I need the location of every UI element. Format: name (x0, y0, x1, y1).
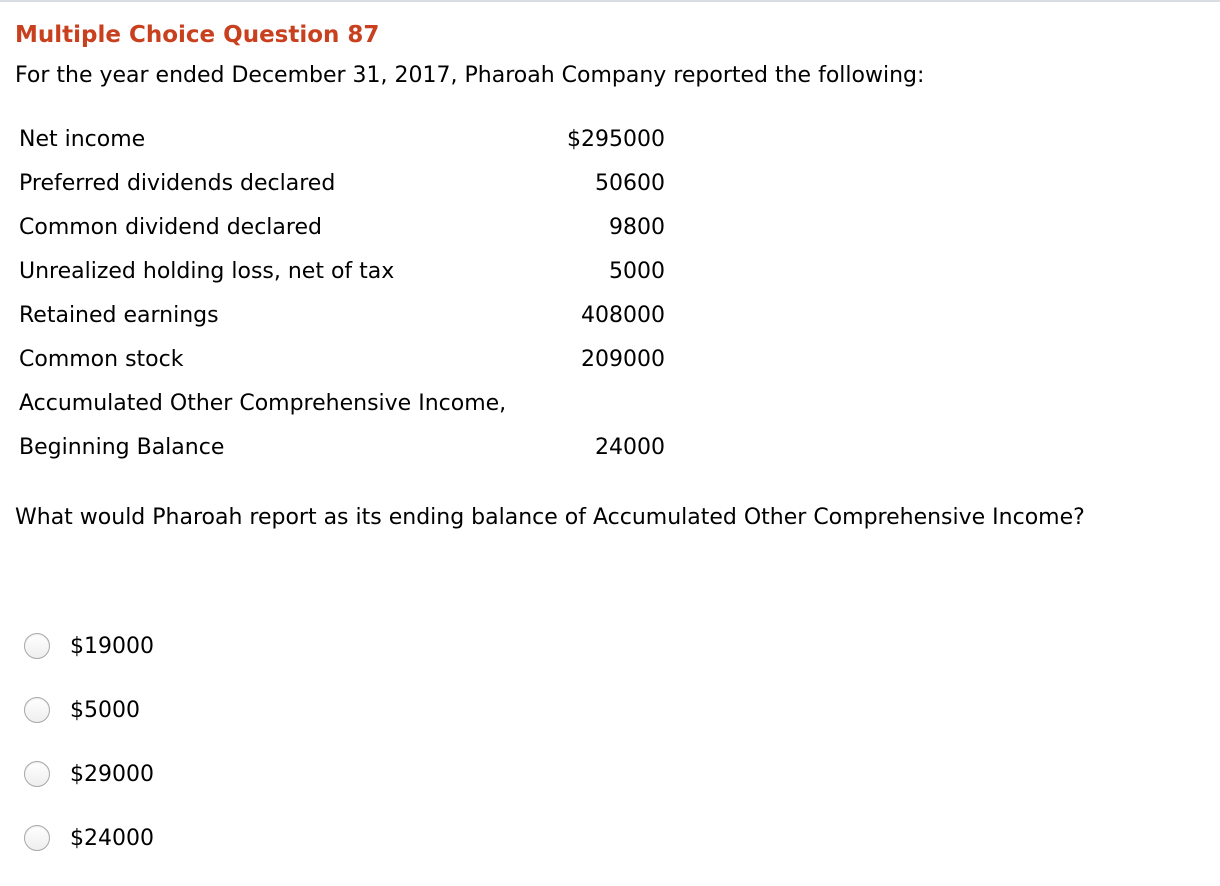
row-label: Accumulated Other Comprehensive Income, (19, 391, 507, 416)
question-intro: For the year ended December 31, 2017, Pharoah Company reported the following: (15, 63, 925, 88)
radio-button[interactable] (24, 633, 50, 659)
row-value: 24000 (595, 435, 665, 460)
table-row (19, 383, 665, 427)
row-label: Preferred dividends declared (19, 171, 336, 196)
row-value: 209000 (581, 347, 665, 372)
table-row (19, 119, 665, 163)
table-row (19, 295, 665, 339)
table-row (19, 427, 665, 471)
radio-button[interactable] (24, 761, 50, 787)
row-value: 9800 (609, 215, 665, 240)
row-label: Net income (19, 127, 146, 152)
question-prompt: What would Pharoah report as its ending balance of Accumulated Other Comprehensive Income? (15, 505, 1085, 530)
radio-button[interactable] (24, 825, 50, 851)
row-value: $295000 (567, 127, 665, 152)
table-row (19, 339, 665, 383)
option-label[interactable]: $19000 (70, 634, 154, 659)
radio-button[interactable] (24, 697, 50, 723)
row-label: Common stock (19, 347, 184, 372)
question-title: Multiple Choice Question 87 (15, 22, 380, 48)
row-value: 50600 (595, 171, 665, 196)
row-value: 5000 (609, 259, 665, 284)
option-label[interactable]: $24000 (70, 826, 154, 851)
table-row (19, 163, 665, 207)
row-label: Retained earnings (19, 303, 219, 328)
financial-data-table (19, 119, 665, 471)
row-label: Common dividend declared (19, 215, 322, 240)
row-label: Unrealized holding loss, net of tax (19, 259, 395, 284)
option-label[interactable]: $29000 (70, 762, 154, 787)
table-row (19, 251, 665, 295)
option-label[interactable]: $5000 (70, 698, 140, 723)
top-divider (0, 0, 1220, 2)
row-value: 408000 (581, 303, 665, 328)
row-label: Beginning Balance (19, 435, 225, 460)
table-row (19, 207, 665, 251)
